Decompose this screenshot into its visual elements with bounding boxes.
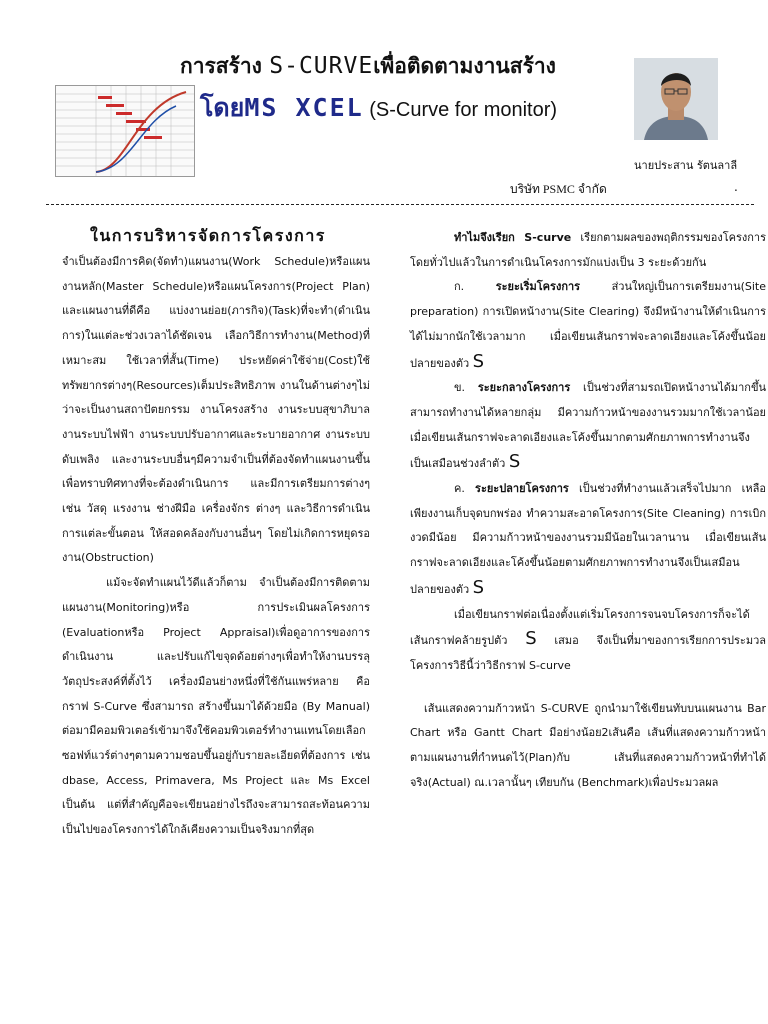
portrait-graphic <box>634 58 718 140</box>
phase1-title: ระยะเริ่มโครงการ <box>495 280 581 294</box>
subtitle-paren: (S-Curve for monitor) <box>363 99 558 121</box>
phase1-text: ส่วนใหญ่เป็นการเตรียมงาน(Site preparation) การเปิดหน้างาน(Site Clearing) จึงมีหน้างานให้ดำเนินการได้ไม่มากนักใช้เวลามาก เมื่อเขียนเส้นกราฟจะลาดเอียงและโค้งขึ้นน้อยปลายของตัว <box>410 280 766 370</box>
phase2-text: เป็นช่วงที่สามรถเปิดหน้างานได้มากขึ้นสามารถทำงานได้หลายกลุ่ม มีความก้าวหน้าของงานรวมมากใช้เวลาน้อย เมื่อเขียนเส้นกราฟจะลาดเอียงและโค้งขึ้นมากตามศักยภาพการทำงานจึงเป็นเสมือนช่วงลำตัว <box>410 381 766 471</box>
title-suffix: เพื่อติดตามงานสร้าง <box>373 54 556 78</box>
phase3-letter-s: S <box>472 576 485 598</box>
phase3-text: เป็นช่วงที่ทำงานแล้วเสร็จไปมาก เหลือเพียงงานเก็บจุดบกพร่อง ทำความสะอาดโครงการ(Site Cleaning) การเบิกงวดมีน้อย มีความก้าวหน้าของงานรวมมีน้อยในเวลานาน เมื่อเขียนเส้นกราฟจะลาดเอียงและโค้งขึ้นน้อยตามศักยภาพการทำงานจึงเป็นเสมือนปลายของตัว <box>410 482 766 596</box>
left-paragraph-2: แม้จะจัดทำแผนไว้ดีแล้วก็ตาม จำเป็นต้องมีการติดตามแผนงาน(Monitoring)หรือ การประเมินผลโครงการ (Evaluationหรือ Project Appraisal)เพื่อดูอาการของการดำเนินงาน และปรับแก้ไขจุดด้อยต่างๆเพื่อทำให้งานบรรลุวัตถุประสงค์ที่ตั้งไว้ เครื่องมือนย่างหนึ่งที่ใช้กันแพร่หลาย คือ กราฟ S-Curve ซึ่งสามารถ สร้างขึ้นมาได้ด้วยมือ (By Manual) ต่อมามีคอมพิวเตอร์เข้ามาจึงใช้คอมพิวเตอร์ทำงานแทนโดยเลือกซอฟท์แวร์ต่างๆตามความชอบขึ้นอยู่กับรายละเอียดที่ต้องการ เช่น dbase, Access, Primavera, Ms Project และ Ms Excel เป็นต้น แต่ที่สำคัญคือจะเขียนอย่างไรถึงจะสามารถสะท้อนความเป็นไปของโครงการได้ใกล้เคียงความเป็นจริงมากที่สุด <box>62 576 370 837</box>
left-column <box>62 224 370 843</box>
phase2-paragraph <box>410 376 766 477</box>
article-subtitle <box>200 88 557 128</box>
phase2-letter-s: S <box>508 451 521 473</box>
gantt-scurve-graphic <box>56 86 194 176</box>
scurve-chart-thumbnail <box>55 85 195 177</box>
summary-text-2: เสมอ จึงเป็นที่มาของการเรียกการประมวลโครงการวิธีนี้ว่าวิธีกราฟ <box>410 634 766 672</box>
subtitle-prefix: โดย <box>200 93 245 122</box>
line-paragraph: เส้นแสดงความก้าวหน้า S-CURVE ถูกนำมาใช้เขียนทับบนแผนงาน Bar Chart หรือ Gantt Chart มีอย่างน้อย2เส้นคือ เส้นที่แสดงความก้าวหน้าตามแผนงานที่กำหนดไว้(Plan)กับ เส้นที่แสดงความก้าวหน้าที่ทำได้จริง(Actual) ณ.เวลานั้นๆ เทียบกัน (Benchmark)เพื่อประมวลผล <box>410 701 766 789</box>
article-title <box>180 50 556 83</box>
phase1-letter-s: S <box>472 350 485 372</box>
why-text: เรียกตามผลของพฤติกรรมของโครงการ โดยทั่วไปแล้วในการดำเนินโครงการมักแบ่งเป็น 3 ระยะด้วยกัน <box>410 231 766 269</box>
phase3-title: ระยะปลายโครงการ <box>475 482 569 496</box>
left-heading: ในการบริหารจัดการโครงการ <box>90 226 326 245</box>
title-prefix: การสร้าง <box>180 54 270 78</box>
phase3-prefix: ค. <box>454 482 476 496</box>
section-divider <box>46 204 754 205</box>
summary-scurve: S-curve <box>528 658 571 672</box>
trailing-dot: . <box>734 180 738 194</box>
summary-paragraph <box>410 603 766 679</box>
summary-letter-s: S <box>525 628 537 650</box>
subtitle-ms-excel: MS XCEL <box>244 93 364 122</box>
summary-text: เมื่อเขียนกราฟต่อเนื่องตั้งแต่เริ่มโครงการจนจบโครงการก็จะได้เส้นกราฟคล้ายรูปตัว <box>410 607 750 648</box>
author-name: นายประสาน รัตนลาลี <box>634 159 738 172</box>
company-name: บริษัท PSMC จำกัด <box>510 182 607 196</box>
phase3-paragraph <box>410 477 766 603</box>
why-paragraph <box>410 226 766 275</box>
phase2-prefix: ข. <box>454 381 478 395</box>
author-photo <box>634 58 718 140</box>
phase2-title: ระยะกลางโครงการ <box>477 381 571 395</box>
why-title: ทำไมจึงเรียก S-curve <box>454 231 572 244</box>
left-paragraph-1: จำเป็นต้องมีการคิด(จัดทำ)แผนงาน(Work Schedule)หรือแผนงานหลัก(Master Schedule)หรือแผนโครงการ(Project Plan) และแผนงานที่ดีคือ แบ่งงานย่อย(ภารกิจ)(Task)ที่จะทำ(ดำเนินการ)ในแต่ละช่วงเวลาได้ชัดเจน เลือกวิธีการทำงาน(Method)ที่เหมาะสม ใช้เวลาที่สั้น(Time) ประหยัดค่าใช้จ่าย(Cost)ใช้ทรัพยากรต่างๆ(Resources)เต็มประสิทธิภาพ งานในด้านต่างๆไม่ว่าจะเป็นงานสถาปัตยกรรม งานโครงสร้าง งานระบบสุขาภิบาล งานระบบไฟฟ้า งานระบบปรับอากาศและระบายอากาศ งานระบบดับเพลิง และงานระบบอื่นๆมีความจำเป็นที่ต้องจัดทำแผนงานขึ้น เพื่อทราบทิศทางที่จะต้องดำเนินการ และมีการเตรียมการต่างๆ เช่น วัสดุ แรงงาน ช่างฝีมือ เครื่องจักร ต่างๆ และวิธีการดำเนินการแต่ละขั้นตอน ให้สอดคล้องกับงานอื่นๆ โดยไม่เกิดการหยุดรองาน(Obstruction) <box>62 255 370 565</box>
phase1-prefix: ก. <box>454 280 496 294</box>
title-scurve: S-CURVE <box>269 53 374 79</box>
right-column <box>410 226 766 795</box>
phase1-paragraph <box>410 275 766 376</box>
